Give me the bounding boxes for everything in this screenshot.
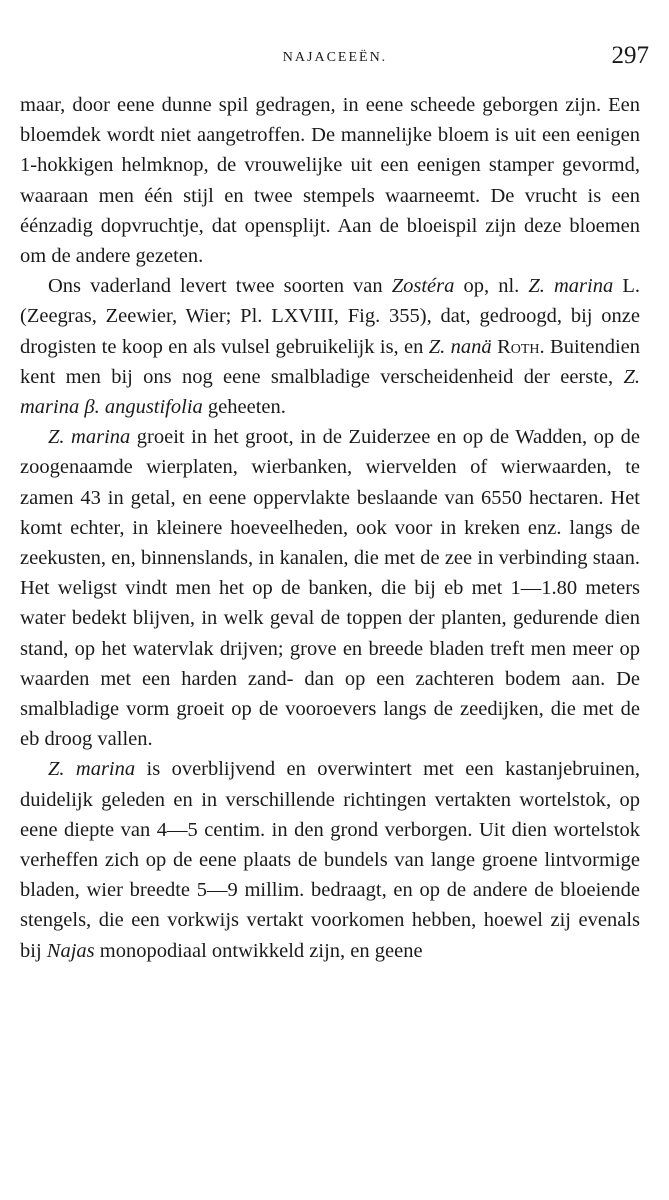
p2-text-a: Ons vaderland levert twee soorten van: [48, 275, 392, 298]
paragraph-2: [20, 271, 640, 422]
species-z-marina: Z. marina: [528, 275, 614, 298]
paragraph-4: [20, 754, 640, 965]
p3-species-z-marina: Z. marina: [48, 426, 131, 449]
p4-text-b: is overblijvend en overwintert met een kastanjebruinen, duidelijk geleden en in verschillende richtingen vertakten wortelstok, op eene diepte van 4—5 centim. in den grond verborgen. Uit dien wortelstok verheffen zich op de eene plaats de bundels van lange groene lintvormige bladen, wier breedte 5—9 millim. bedraagt, en op de andere de bloeiende stengels, die een vorkwijs vertakt voorkomen hebben, hoewel zij evenals bij: [20, 758, 640, 962]
p4-species-z-marina: Z. marina: [48, 758, 136, 781]
paragraph-1: [20, 90, 640, 271]
body-text: [20, 90, 640, 966]
p2-text-c: op, nl.: [454, 275, 529, 298]
genus-zostera: Zostéra: [391, 275, 455, 298]
species-z-nana: Z. nanä: [428, 335, 492, 358]
p2-text-e: L. (Zeegras, Zeewier, Wier; Pl. LXVIII, Fig. 355), dat, gedroogd, bij onze drogisten te koop en als vulsel gebruikelijk is, en: [20, 275, 640, 358]
genus-najas: Najas: [46, 939, 95, 962]
paragraph-1-text: maar, door eene dunne spil gedragen, in eene scheede geborgen zijn. Een bloemdek wordt niet aangetroffen. De mannelijke bloem is uit een eenigen 1-hokkigen helmknop, de vrouwelijke uit een eenigen stamper gevormd, waaraan men één stijl en twee stempels waarneemt. De vrucht is een éénzadig dopvruchtje, dat opensplijt. Aan de bloeispil zijn deze bloemen om de andere gezeten.: [20, 94, 640, 268]
paragraph-3: [20, 422, 640, 754]
running-title: NAJACEEËN.: [282, 50, 388, 65]
p2-text-j: geheeten.: [202, 396, 286, 419]
p2-text-h: . Buitendien kent men bij ons nog eene smalbladige verscheidenheid der eerste,: [20, 335, 640, 388]
variety-angustifolia: Z. marina β. angustifolia: [20, 365, 640, 419]
author-roth: Roth: [497, 335, 540, 358]
p3-text-b: groeit in het groot, in de Zuiderzee en op de Wadden, op de zoogenaamde wierplaten, wierbanken, wiervelden of wierwaarden, te zamen 43 in getal, en eene oppervlakte beslaande van 6550 hectaren. Het komt echter, in kleinere hoeveelheden, ook voor in kreken enz. langs de zeekusten, en, binnenslands, in kanalen, die met de zee in verbinding staan. Het weligst vindt men het op de banken, die bij eb met 1—1.80 meters water bedekt blijven, in welk geval de toppen der planten, gedurende dien stand, op het watervlak drijven; grove en breede bladen treft men meer op waarden met een harden zand- dan op een zachteren bodem aan. De smalbladige vorm groeit op de vooroevers langs de zeedijken, die met de eb droog vallen.: [20, 426, 640, 751]
p4-text-d: monopodiaal ontwikkeld zijn, en geene: [94, 939, 423, 962]
page-header: [21, 38, 649, 74]
page-number: 297: [611, 42, 649, 69]
